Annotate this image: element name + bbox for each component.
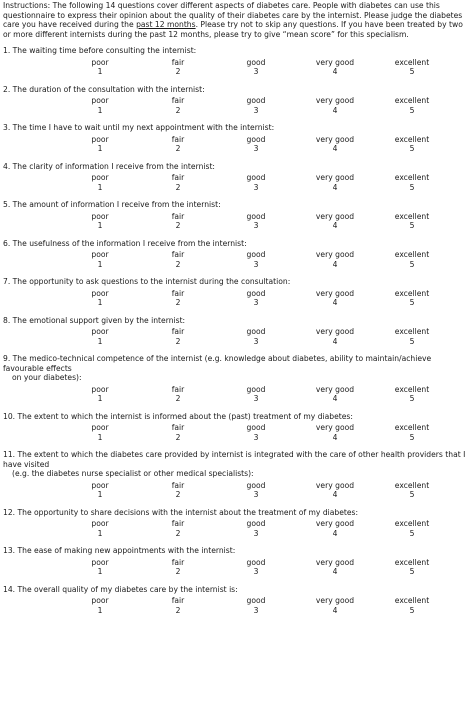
rating-option-label: excellent: [394, 250, 430, 259]
rating-option-label: fair: [171, 384, 185, 394]
question-text-line1: 8. The emotional support given by the internist:: [3, 315, 186, 325]
rating-option[interactable]: [70, 96, 130, 115]
question-item: [3, 412, 471, 444]
question-text: [3, 316, 471, 326]
rating-option-label: excellent: [394, 519, 430, 528]
rating-scale: [3, 481, 471, 501]
question-text-line1: 1. The waiting time before consulting the internist:: [3, 46, 197, 55]
rating-option[interactable]: [148, 558, 208, 577]
rating-option-number: 1: [97, 182, 103, 192]
question-text-line1: 3. The time I have to wait until my next appointment with the internist:: [3, 123, 275, 132]
rating-option[interactable]: [70, 58, 130, 77]
rating-option-label: poor: [91, 423, 109, 432]
rating-option-label: poor: [91, 134, 109, 144]
rating-option[interactable]: [382, 289, 442, 308]
rating-option-number: 5: [409, 528, 415, 538]
rating-option[interactable]: [70, 385, 130, 404]
rating-scale: [3, 385, 471, 405]
rating-option-number: 5: [409, 144, 415, 153]
rating-option-number: 3: [253, 182, 259, 192]
question-text-line2: on your diabetes):: [12, 373, 82, 382]
rating-option-label: good: [246, 57, 266, 67]
rating-scale: [3, 173, 471, 193]
question-item: [3, 46, 471, 78]
rating-option[interactable]: [382, 135, 442, 154]
rating-option-number: 2: [175, 67, 181, 76]
rating-option-label: poor: [91, 557, 109, 567]
question-text: [3, 85, 471, 95]
rating-option-label: very good: [315, 480, 355, 490]
question-text: [3, 162, 471, 172]
question-text-line1: 12. The opportunity to share decisions with the internist about the treatment of my diabetes:: [3, 507, 359, 517]
instructions-underlined: past 12 months: [136, 20, 196, 29]
rating-option[interactable]: [70, 327, 130, 346]
rating-option[interactable]: [70, 135, 130, 154]
question-item: [3, 508, 471, 540]
rating-option-number: 2: [175, 221, 181, 230]
rating-option[interactable]: [70, 481, 130, 500]
rating-option-label: excellent: [394, 596, 430, 605]
question-item: [3, 450, 471, 501]
question-item: [3, 546, 471, 578]
rating-option[interactable]: [305, 596, 365, 615]
rating-option[interactable]: [305, 173, 365, 192]
rating-option-label: excellent: [394, 327, 430, 336]
rating-option-number: 3: [253, 528, 259, 538]
rating-option-number: 1: [97, 336, 103, 346]
question-text: [3, 277, 471, 287]
rating-option-label: excellent: [394, 288, 430, 298]
rating-option-number: 2: [175, 259, 181, 269]
rating-option[interactable]: [305, 212, 365, 231]
rating-option[interactable]: [148, 58, 208, 77]
rating-option[interactable]: [382, 481, 442, 500]
rating-option-label: excellent: [394, 134, 430, 144]
rating-option-number: 4: [332, 144, 338, 153]
question-text: [3, 508, 471, 518]
rating-option-label: very good: [315, 557, 355, 567]
rating-option-label: good: [246, 134, 266, 144]
rating-option-label: good: [246, 250, 266, 259]
rating-option-number: 5: [409, 67, 415, 76]
rating-option[interactable]: [70, 519, 130, 538]
rating-option-number: 1: [97, 221, 103, 230]
rating-option-number: 1: [97, 259, 103, 269]
rating-option-label: fair: [171, 173, 185, 182]
rating-option[interactable]: [382, 519, 442, 538]
question-text-line1: 9. The medico-technical competence of the internist (e.g. knowledge about diabetes, ability to maintain/achieve favourable effects: [3, 354, 432, 373]
rating-option-label: very good: [315, 423, 355, 432]
rating-option-label: poor: [91, 211, 109, 221]
rating-option-label: fair: [171, 480, 185, 490]
rating-option-number: 1: [97, 67, 103, 76]
rating-option-number: 2: [175, 567, 181, 576]
question-text-line2: (e.g. the diabetes nurse specialist or other medical specialists):: [12, 469, 254, 478]
rating-option-label: very good: [315, 173, 355, 182]
rating-scale: [3, 58, 471, 78]
rating-option[interactable]: [148, 423, 208, 442]
rating-option-number: 5: [409, 336, 415, 346]
rating-option[interactable]: [382, 173, 442, 192]
question-item: [3, 354, 471, 405]
rating-option[interactable]: [382, 250, 442, 269]
rating-option[interactable]: [305, 250, 365, 269]
rating-option-number: 3: [253, 298, 259, 307]
rating-option[interactable]: [148, 173, 208, 192]
rating-option-number: 5: [409, 605, 415, 615]
rating-option-number: 4: [332, 394, 338, 403]
rating-option-number: 5: [409, 105, 415, 115]
question-item: [3, 316, 471, 348]
rating-option-label: fair: [171, 96, 185, 105]
question-item: [3, 123, 471, 155]
rating-option-number: 5: [409, 259, 415, 269]
rating-option[interactable]: [70, 596, 130, 615]
rating-option-number: 4: [332, 259, 338, 269]
rating-option-number: 4: [332, 432, 338, 442]
question-text: [3, 412, 471, 422]
rating-option[interactable]: [226, 212, 286, 231]
rating-scale: [3, 96, 471, 116]
question-item: [3, 200, 471, 232]
rating-option-number: 3: [253, 605, 259, 615]
rating-option[interactable]: [226, 58, 286, 77]
rating-option-label: fair: [171, 327, 185, 336]
rating-option[interactable]: [305, 558, 365, 577]
rating-option-label: very good: [315, 211, 355, 221]
rating-option-label: fair: [171, 250, 185, 259]
rating-option[interactable]: [382, 212, 442, 231]
question-item: [3, 239, 471, 271]
question-text-line1: 11. The extent to which the diabetes care provided by internist is integrated with the care of other health providers that I have visited: [3, 450, 466, 469]
rating-option-label: poor: [91, 173, 109, 182]
rating-option-label: fair: [171, 134, 185, 144]
rating-option[interactable]: [305, 519, 365, 538]
rating-option-number: 1: [97, 490, 103, 499]
rating-option[interactable]: [382, 423, 442, 442]
rating-option-label: very good: [315, 327, 355, 336]
rating-option[interactable]: [148, 250, 208, 269]
rating-option-label: poor: [91, 596, 109, 605]
rating-option-label: poor: [91, 288, 109, 298]
rating-option-number: 2: [175, 605, 181, 615]
question-text: [3, 354, 471, 383]
rating-scale: [3, 135, 471, 155]
rating-scale: [3, 596, 471, 616]
rating-option-label: good: [246, 211, 266, 221]
rating-option[interactable]: [148, 596, 208, 615]
rating-option[interactable]: [305, 385, 365, 404]
rating-option[interactable]: [148, 96, 208, 115]
question-item: [3, 85, 471, 117]
question-text: [3, 239, 471, 249]
rating-option-label: fair: [171, 288, 185, 298]
rating-option[interactable]: [305, 289, 365, 308]
rating-option-number: 5: [409, 221, 415, 230]
rating-option-number: 1: [97, 394, 103, 403]
rating-option-label: very good: [315, 519, 355, 528]
rating-option[interactable]: [382, 96, 442, 115]
rating-option-label: excellent: [394, 384, 430, 394]
rating-option-label: good: [246, 480, 266, 490]
rating-option[interactable]: [70, 212, 130, 231]
rating-option-number: 3: [253, 336, 259, 346]
rating-option-label: fair: [171, 211, 185, 221]
rating-option-label: good: [246, 557, 266, 567]
rating-option[interactable]: [226, 519, 286, 538]
rating-option-number: 4: [332, 336, 338, 346]
rating-scale: [3, 327, 471, 347]
rating-option-label: good: [246, 519, 266, 528]
rating-option-label: good: [246, 384, 266, 394]
rating-option-number: 3: [253, 67, 259, 76]
rating-option-label: fair: [171, 557, 185, 567]
question-text-line1: 4. The clarity of information I receive from the internist:: [3, 161, 215, 171]
rating-option-number: 4: [332, 567, 338, 576]
rating-scale: [3, 250, 471, 270]
rating-option[interactable]: [70, 173, 130, 192]
rating-option-label: poor: [91, 384, 109, 394]
question-text-line1: 14. The overall quality of my diabetes care by the internist is:: [3, 584, 238, 594]
rating-option[interactable]: [305, 58, 365, 77]
rating-option-number: 2: [175, 336, 181, 346]
instructions-part1: Instructions: The following 14 questions cover different aspects of diabetes care. People with diabetes can use this questionnaire to express their opinion about the quality of their diabetes care by the internist. Please judge the diabetes care you have received during the: [3, 1, 463, 29]
rating-option-number: 1: [97, 298, 103, 307]
rating-option[interactable]: [148, 327, 208, 346]
rating-option[interactable]: [226, 596, 286, 615]
rating-option-label: poor: [91, 327, 109, 336]
question-text-line1: 2. The duration of the consultation with the internist:: [3, 84, 205, 94]
rating-option-number: 1: [97, 528, 103, 538]
question-list: [3, 46, 471, 616]
rating-option-label: very good: [315, 596, 355, 605]
rating-option-label: excellent: [394, 557, 430, 567]
instructions-part2: . Please try not to skip any questions. If you have been treated by two or more different internists during the past 12 months, please try to give “mean score” for this specialism.: [3, 20, 463, 39]
rating-option-number: 5: [409, 394, 415, 403]
question-text-line1: 10. The extent to which the internist is informed about the (past) treatment of my diabetes:: [3, 411, 353, 421]
rating-option-number: 1: [97, 144, 103, 153]
rating-option[interactable]: [382, 327, 442, 346]
rating-option-number: 2: [175, 182, 181, 192]
rating-scale: [3, 212, 471, 232]
rating-option-label: very good: [315, 57, 355, 67]
rating-option[interactable]: [382, 58, 442, 77]
rating-option-label: good: [246, 288, 266, 298]
rating-option-number: 4: [332, 67, 338, 76]
question-text: [3, 585, 471, 595]
question-text-line1: 7. The opportunity to ask questions to the internist during the consultation:: [3, 277, 291, 286]
rating-option-label: excellent: [394, 57, 430, 67]
rating-option[interactable]: [70, 250, 130, 269]
rating-option-label: excellent: [394, 96, 430, 105]
question-text: [3, 200, 471, 210]
rating-option-number: 3: [253, 432, 259, 442]
rating-option-label: fair: [171, 423, 185, 432]
rating-option-number: 2: [175, 298, 181, 307]
rating-option[interactable]: [148, 135, 208, 154]
rating-option-number: 3: [253, 221, 259, 230]
rating-option-label: poor: [91, 519, 109, 528]
rating-option-number: 1: [97, 105, 103, 115]
rating-option-label: fair: [171, 519, 185, 528]
rating-option-number: 2: [175, 144, 181, 153]
rating-option-label: good: [246, 96, 266, 105]
rating-option[interactable]: [382, 596, 442, 615]
question-item: [3, 277, 471, 309]
question-text-line1: 5. The amount of information I receive from the internist:: [3, 200, 221, 209]
rating-option-label: good: [246, 596, 266, 605]
rating-option[interactable]: [70, 423, 130, 442]
rating-scale: [3, 558, 471, 578]
rating-option-number: 4: [332, 528, 338, 538]
rating-option[interactable]: [305, 327, 365, 346]
rating-option-label: excellent: [394, 211, 430, 221]
rating-option-label: fair: [171, 596, 185, 605]
rating-option-number: 3: [253, 144, 259, 153]
rating-option-number: 1: [97, 605, 103, 615]
rating-option-label: very good: [315, 288, 355, 298]
rating-option-label: fair: [171, 57, 185, 67]
rating-option-number: 2: [175, 105, 181, 115]
rating-option[interactable]: [382, 558, 442, 577]
rating-option-label: good: [246, 327, 266, 336]
rating-option-label: excellent: [394, 480, 430, 490]
rating-option-number: 5: [409, 567, 415, 576]
rating-option[interactable]: [70, 558, 130, 577]
rating-option[interactable]: [226, 558, 286, 577]
rating-option-number: 2: [175, 432, 181, 442]
rating-option[interactable]: [148, 212, 208, 231]
rating-option[interactable]: [148, 289, 208, 308]
rating-option-number: 3: [253, 490, 259, 499]
rating-option[interactable]: [226, 96, 286, 115]
rating-option[interactable]: [226, 385, 286, 404]
rating-option[interactable]: [148, 519, 208, 538]
rating-option-number: 2: [175, 528, 181, 538]
rating-option-label: excellent: [394, 173, 430, 182]
rating-option-number: 2: [175, 490, 181, 499]
question-text: [3, 546, 471, 556]
rating-option[interactable]: [148, 481, 208, 500]
question-item: [3, 162, 471, 194]
question-text: [3, 46, 471, 56]
rating-option-label: very good: [315, 134, 355, 144]
rating-option-label: very good: [315, 96, 355, 105]
rating-option-number: 5: [409, 298, 415, 307]
question-text: [3, 450, 471, 479]
rating-option[interactable]: [226, 327, 286, 346]
question-text-line1: 13. The ease of making new appointments with the internist:: [3, 546, 236, 555]
rating-option[interactable]: [305, 423, 365, 442]
rating-option[interactable]: [148, 385, 208, 404]
rating-option-label: excellent: [394, 423, 430, 432]
rating-option-number: 5: [409, 182, 415, 192]
rating-option-label: poor: [91, 57, 109, 67]
rating-option-number: 4: [332, 182, 338, 192]
rating-option-label: very good: [315, 384, 355, 394]
rating-option-number: 4: [332, 298, 338, 307]
rating-option-number: 3: [253, 259, 259, 269]
rating-option-number: 4: [332, 605, 338, 615]
rating-option[interactable]: [70, 289, 130, 308]
rating-option[interactable]: [305, 481, 365, 500]
rating-option[interactable]: [226, 289, 286, 308]
question-text: [3, 123, 471, 133]
rating-option-label: poor: [91, 250, 109, 259]
question-text-line1: 6. The usefulness of the information I receive from the internist:: [3, 238, 247, 248]
rating-option-label: good: [246, 423, 266, 432]
rating-option-number: 3: [253, 394, 259, 403]
rating-scale: [3, 423, 471, 443]
rating-option[interactable]: [226, 423, 286, 442]
rating-option-number: 1: [97, 567, 103, 576]
rating-option-label: very good: [315, 250, 355, 259]
rating-option-number: 4: [332, 490, 338, 499]
rating-option[interactable]: [226, 173, 286, 192]
rating-option-number: 1: [97, 432, 103, 442]
question-item: [3, 585, 471, 617]
rating-option[interactable]: [305, 96, 365, 115]
rating-scale: [3, 289, 471, 309]
rating-option-number: 3: [253, 105, 259, 115]
rating-option[interactable]: [226, 135, 286, 154]
rating-option-number: 5: [409, 432, 415, 442]
rating-option[interactable]: [382, 385, 442, 404]
rating-option[interactable]: [226, 250, 286, 269]
rating-scale: [3, 519, 471, 539]
rating-option-number: 2: [175, 394, 181, 403]
rating-option-number: 5: [409, 490, 415, 499]
rating-option-number: 4: [332, 105, 338, 115]
rating-option-label: good: [246, 173, 266, 182]
rating-option-number: 4: [332, 221, 338, 230]
instructions-text: [3, 1, 471, 39]
rating-option-label: poor: [91, 480, 109, 490]
rating-option-number: 3: [253, 567, 259, 576]
rating-option[interactable]: [305, 135, 365, 154]
rating-option-label: poor: [91, 96, 109, 105]
rating-option[interactable]: [226, 481, 286, 500]
